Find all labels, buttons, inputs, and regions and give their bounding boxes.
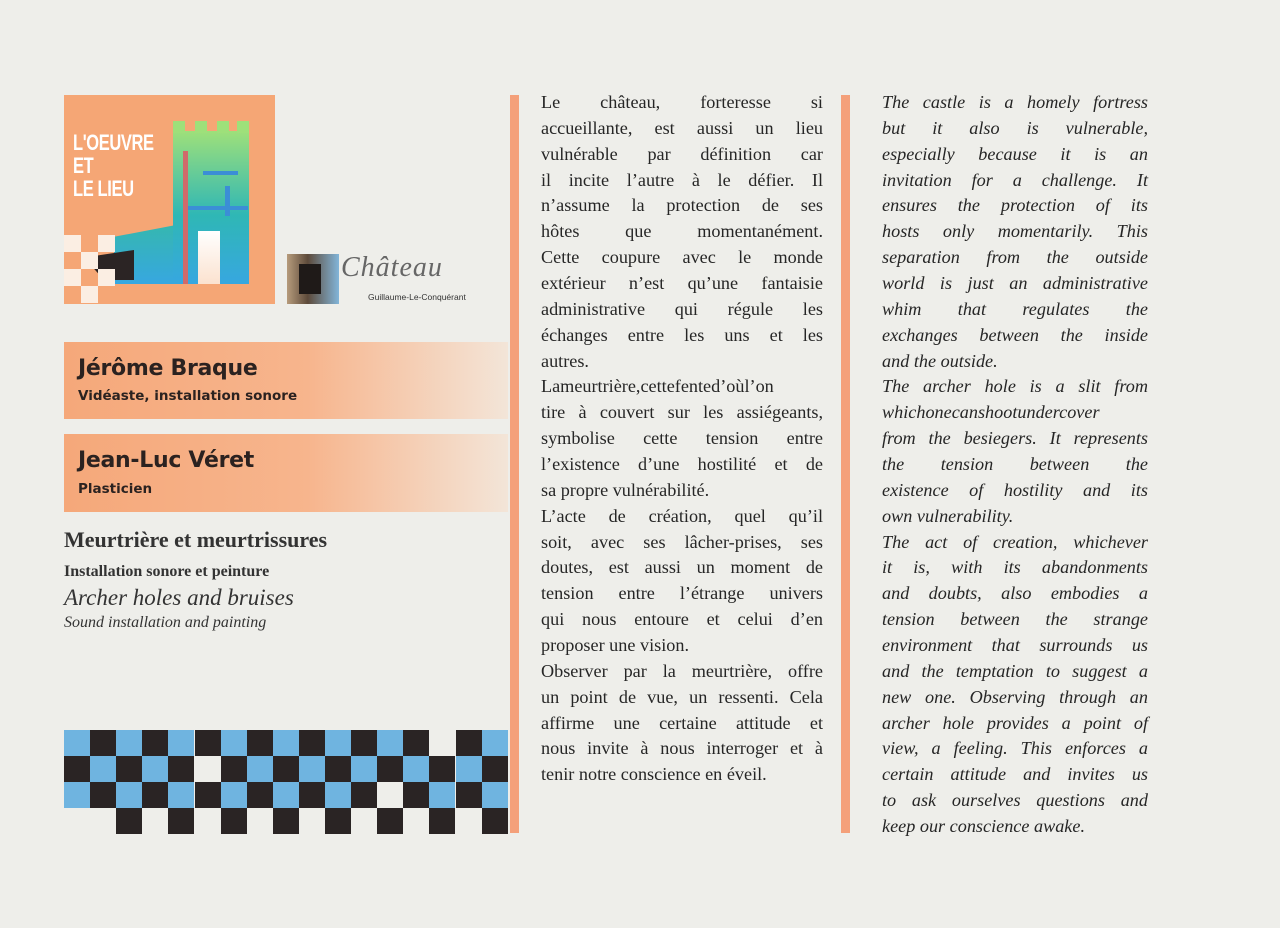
text-line: proposer une vision. xyxy=(541,635,690,656)
paragraph xyxy=(882,374,1148,529)
blue-square xyxy=(429,782,455,808)
work-title-en: Archer holes and bruises xyxy=(64,585,294,610)
black-square xyxy=(168,756,194,782)
black-square xyxy=(351,730,377,756)
text-line: accueillante, est aussi un lieu xyxy=(541,117,823,138)
paragraph xyxy=(882,90,1148,374)
paragraph xyxy=(541,659,823,788)
blue-square xyxy=(221,730,247,756)
text-line: view, a feeling. This enforces a xyxy=(882,738,1148,759)
text-line: new one. Observing through an xyxy=(882,686,1148,707)
blue-square xyxy=(456,756,482,782)
text-line: environment that surrounds us xyxy=(882,635,1148,656)
text-line: and the temptation to suggest a xyxy=(882,660,1148,681)
text-line: il incite l’autre à le défier. Il xyxy=(541,169,823,190)
text-line: but it also is vulnerable, xyxy=(882,117,1148,138)
black-square xyxy=(351,782,377,808)
text-line: administrative qui régule les xyxy=(541,298,823,319)
blue-square xyxy=(299,756,325,782)
black-square xyxy=(142,782,168,808)
blue-square xyxy=(142,756,168,782)
black-square xyxy=(195,730,221,756)
text-line: and the outside. xyxy=(882,350,998,371)
text-line: invitation for a challenge. It xyxy=(882,169,1148,190)
paragraph xyxy=(541,504,823,659)
divider-bar xyxy=(510,95,519,833)
blue-square xyxy=(221,782,247,808)
chateau-logo-image xyxy=(287,254,339,304)
blue-square xyxy=(247,756,273,782)
text-line: extérieur n’est qu’une fantaisie xyxy=(541,273,823,294)
black-square xyxy=(482,808,508,834)
artist-role: Plasticien xyxy=(78,481,153,497)
text-line: The archer hole is a slit from xyxy=(882,376,1148,397)
blue-square xyxy=(116,730,142,756)
english-text-column xyxy=(882,90,1148,840)
text-line: whim that regulates the xyxy=(882,298,1148,319)
text-line: nous invite à nous interroger et à xyxy=(541,738,823,759)
black-square xyxy=(429,808,455,834)
blue-square xyxy=(482,730,508,756)
text-line: tension entre l’étrange univers xyxy=(541,583,823,604)
blue-square xyxy=(325,730,351,756)
text-line: soit, avec ses lâcher-prises, ses xyxy=(541,531,823,552)
blue-square xyxy=(482,782,508,808)
text-line: n’assume la protection de ses xyxy=(541,195,823,216)
text-line: symbolise cette tension entre xyxy=(541,428,823,449)
text-line: exchanges between the inside xyxy=(882,324,1148,345)
black-square xyxy=(403,730,429,756)
text-line: l’existence d’une hostilité et de xyxy=(541,454,823,475)
black-square xyxy=(377,756,403,782)
text-line: The castle is a homely fortress xyxy=(882,92,1148,112)
blue-square xyxy=(64,730,90,756)
chateau-subtitle: Guillaume-Le-Conquérant xyxy=(368,292,466,302)
blue-square xyxy=(351,756,377,782)
black-square xyxy=(64,756,90,782)
text-line: échanges entre les uns et les xyxy=(541,324,823,345)
text-line: vulnérable par définition car xyxy=(541,143,823,164)
text-line: doutes, est aussi un moment de xyxy=(541,557,823,578)
black-square xyxy=(429,756,455,782)
text-line: archer hole provides a point of xyxy=(882,712,1148,733)
black-square xyxy=(195,782,221,808)
blue-square xyxy=(90,756,116,782)
text-line: separation from the outside xyxy=(882,247,1148,268)
text-line: whichonecanshootundercover xyxy=(882,402,1100,423)
black-square xyxy=(221,756,247,782)
text-line: Observer par la meurtrière, offre xyxy=(541,660,823,681)
black-square xyxy=(142,730,168,756)
blue-square xyxy=(403,756,429,782)
text-line: hosts only momentarily. This xyxy=(882,221,1148,242)
text-line: world is just an administrative xyxy=(882,273,1148,294)
paragraph xyxy=(882,530,1148,840)
black-square xyxy=(90,782,116,808)
checkerboard-decoration xyxy=(64,730,508,834)
work-subtitle-en: Sound installation and painting xyxy=(64,614,267,631)
oeuvre-et-lieu-logo xyxy=(64,95,275,304)
text-line: it is, with its abandonments xyxy=(882,557,1148,578)
text-line: ensures the protection of its xyxy=(882,195,1148,216)
divider-bar xyxy=(841,95,850,833)
blue-square xyxy=(273,730,299,756)
text-line: from the besiegers. It represents xyxy=(882,428,1148,449)
text-line: Le château, forteresse si xyxy=(541,92,823,112)
blue-square xyxy=(168,782,194,808)
black-square xyxy=(247,730,273,756)
artist-role: Vidéaste, installation sonore xyxy=(78,388,298,404)
text-line: sa propre vulnérabilité. xyxy=(541,479,710,500)
text-line: tenir notre conscience en éveil. xyxy=(541,764,767,785)
chateau-name: Château xyxy=(341,252,443,283)
work-subtitle-fr: Installation sonore et peinture xyxy=(64,563,270,580)
text-line: the tension between the xyxy=(882,454,1148,475)
text-line: to ask ourselves questions and xyxy=(882,790,1148,811)
text-line: own vulnerability. xyxy=(882,505,1014,526)
text-line: un point de vue, un ressenti. Cela xyxy=(541,686,823,707)
black-square xyxy=(325,756,351,782)
black-square xyxy=(482,756,508,782)
blue-square xyxy=(64,782,90,808)
blue-square xyxy=(116,782,142,808)
work-title-fr: Meurtrière et meurtrissures xyxy=(64,527,328,552)
black-square xyxy=(273,808,299,834)
text-line: and doubts, also embodies a xyxy=(882,583,1148,604)
black-square xyxy=(403,782,429,808)
text-line: certain attitude and invites us xyxy=(882,764,1148,785)
black-square xyxy=(116,756,142,782)
black-square xyxy=(456,730,482,756)
text-line: The act of creation, whichever xyxy=(882,531,1148,552)
artist-name: Jean-Luc Véret xyxy=(78,448,254,473)
text-line: autres. xyxy=(541,350,589,371)
french-text-column xyxy=(541,90,823,788)
text-line: especially because it is an xyxy=(882,143,1148,164)
black-square xyxy=(299,782,325,808)
text-line: qui nous entoure et celui d’en xyxy=(541,609,823,630)
text-line: affirme une certaine attitude et xyxy=(541,712,823,733)
black-square xyxy=(377,808,403,834)
black-square xyxy=(456,782,482,808)
blue-square xyxy=(168,730,194,756)
black-square xyxy=(221,808,247,834)
black-square xyxy=(168,808,194,834)
black-square xyxy=(116,808,142,834)
text-line: keep our conscience awake. xyxy=(882,816,1086,837)
black-square xyxy=(90,730,116,756)
black-square xyxy=(273,756,299,782)
blue-square xyxy=(273,782,299,808)
blue-square xyxy=(325,782,351,808)
blue-square xyxy=(377,730,403,756)
artist-band xyxy=(64,342,508,419)
paragraph xyxy=(541,374,823,503)
black-square xyxy=(299,730,325,756)
text-line: Lameurtrière,cettefented’oùl’on xyxy=(541,376,774,397)
logo-text: L'OEUVRE ET LE LIEU xyxy=(73,130,154,201)
paragraph xyxy=(541,90,823,374)
text-line: existence of hostility and its xyxy=(882,479,1148,500)
text-line: L’acte de création, quel qu’il xyxy=(541,505,823,526)
text-line: tire à couvert sur les assiégeants, xyxy=(541,402,823,423)
black-square xyxy=(325,808,351,834)
artist-name: Jérôme Braque xyxy=(78,356,258,381)
logo-tower xyxy=(173,131,249,284)
text-line: tension between the strange xyxy=(882,609,1148,630)
black-square xyxy=(247,782,273,808)
text-line: Cette coupure avec le monde xyxy=(541,247,823,268)
text-line: hôtes que momentanément. xyxy=(541,221,823,242)
artist-band xyxy=(64,434,508,512)
